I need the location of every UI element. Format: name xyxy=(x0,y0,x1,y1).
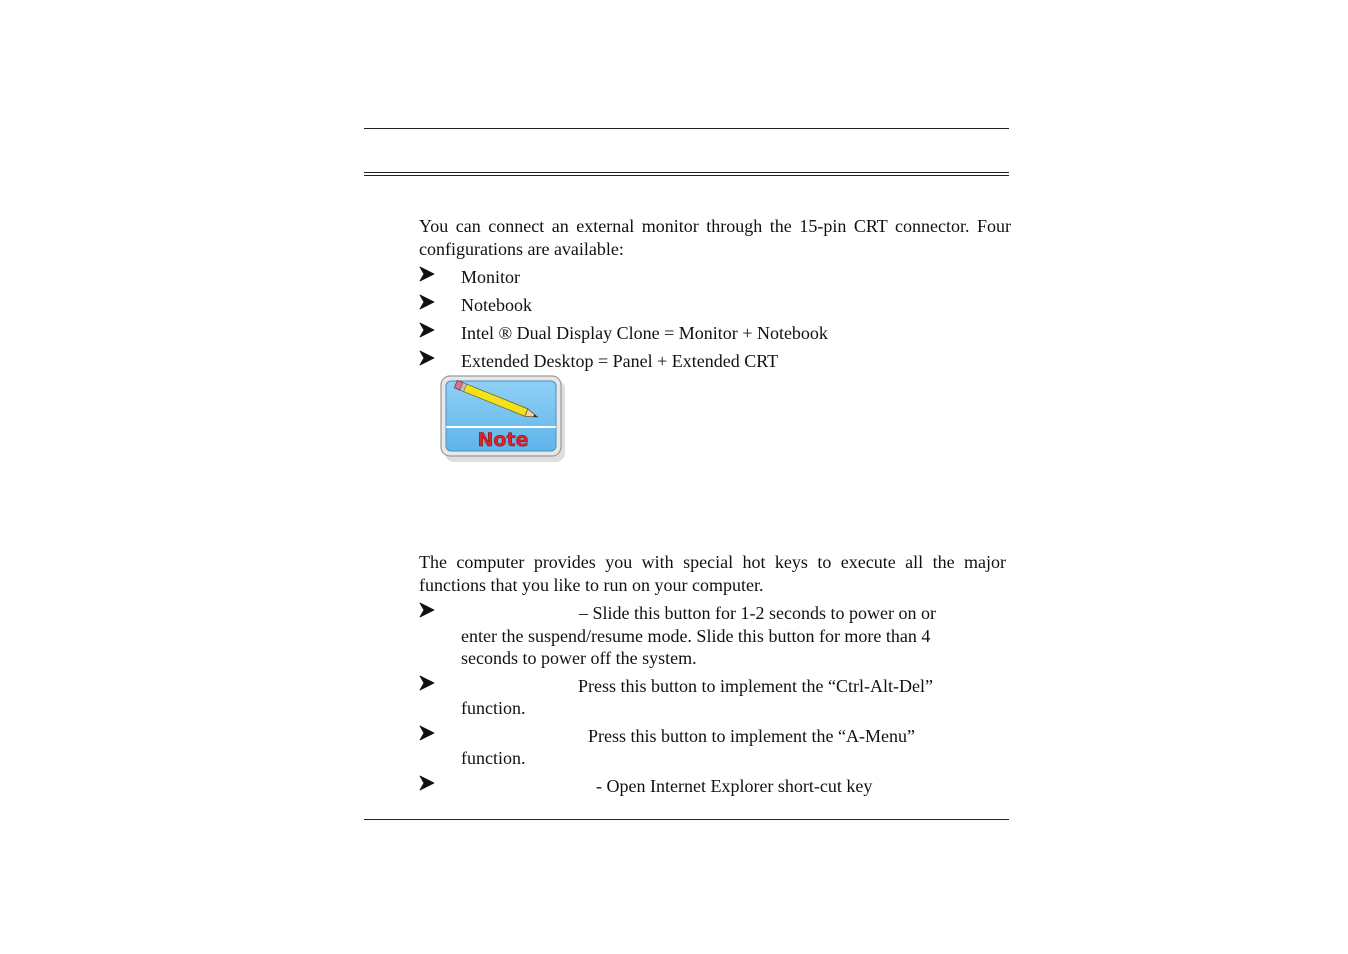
list-item-text: – Slide this button for 1-2 seconds to power on or xyxy=(579,603,936,623)
header-bottom-rule xyxy=(364,172,1009,176)
list-item-text: - Open Internet Explorer short-cut key xyxy=(596,776,873,796)
list-item-text-continued: enter the suspend/resume mode. Slide this button for more than 4 seconds to power off the system. xyxy=(461,626,931,668)
list-item-text: Intel ® Dual Display Clone = Monitor + Notebook xyxy=(461,323,828,343)
footer-rule xyxy=(364,819,1009,820)
arrow-bullet-icon xyxy=(419,775,435,791)
section1-intro: You can connect an external monitor through the 15-pin CRT connector. Four configurations are available: xyxy=(419,216,1011,259)
list-item-text: Press this button to implement the “Ctrl-Alt-Del” xyxy=(578,676,933,696)
note-label: Note xyxy=(477,429,529,451)
arrow-bullet-icon xyxy=(419,294,435,310)
arrow-bullet-icon xyxy=(419,322,435,338)
list-item-text: Press this button to implement the “A-Menu” xyxy=(588,726,915,746)
arrow-bullet-icon xyxy=(419,725,435,741)
list-item-text: Notebook xyxy=(461,295,532,315)
arrow-bullet-icon xyxy=(419,602,435,618)
note-badge xyxy=(440,375,566,463)
list-item-text: Monitor xyxy=(461,267,521,287)
arrow-bullet-icon xyxy=(419,266,435,282)
list-item-text-continued: function. xyxy=(461,748,526,768)
list-item-text: Extended Desktop = Panel + Extended CRT xyxy=(461,351,779,371)
section2-intro: The computer provides you with special hot keys to execute all the major functions that you like to run on your computer. xyxy=(419,552,1006,595)
arrow-bullet-icon xyxy=(419,675,435,691)
note-pencil-icon xyxy=(440,375,566,463)
list-item-text-continued: function. xyxy=(461,698,526,718)
arrow-bullet-icon xyxy=(419,350,435,366)
header-top-rule xyxy=(364,128,1009,129)
